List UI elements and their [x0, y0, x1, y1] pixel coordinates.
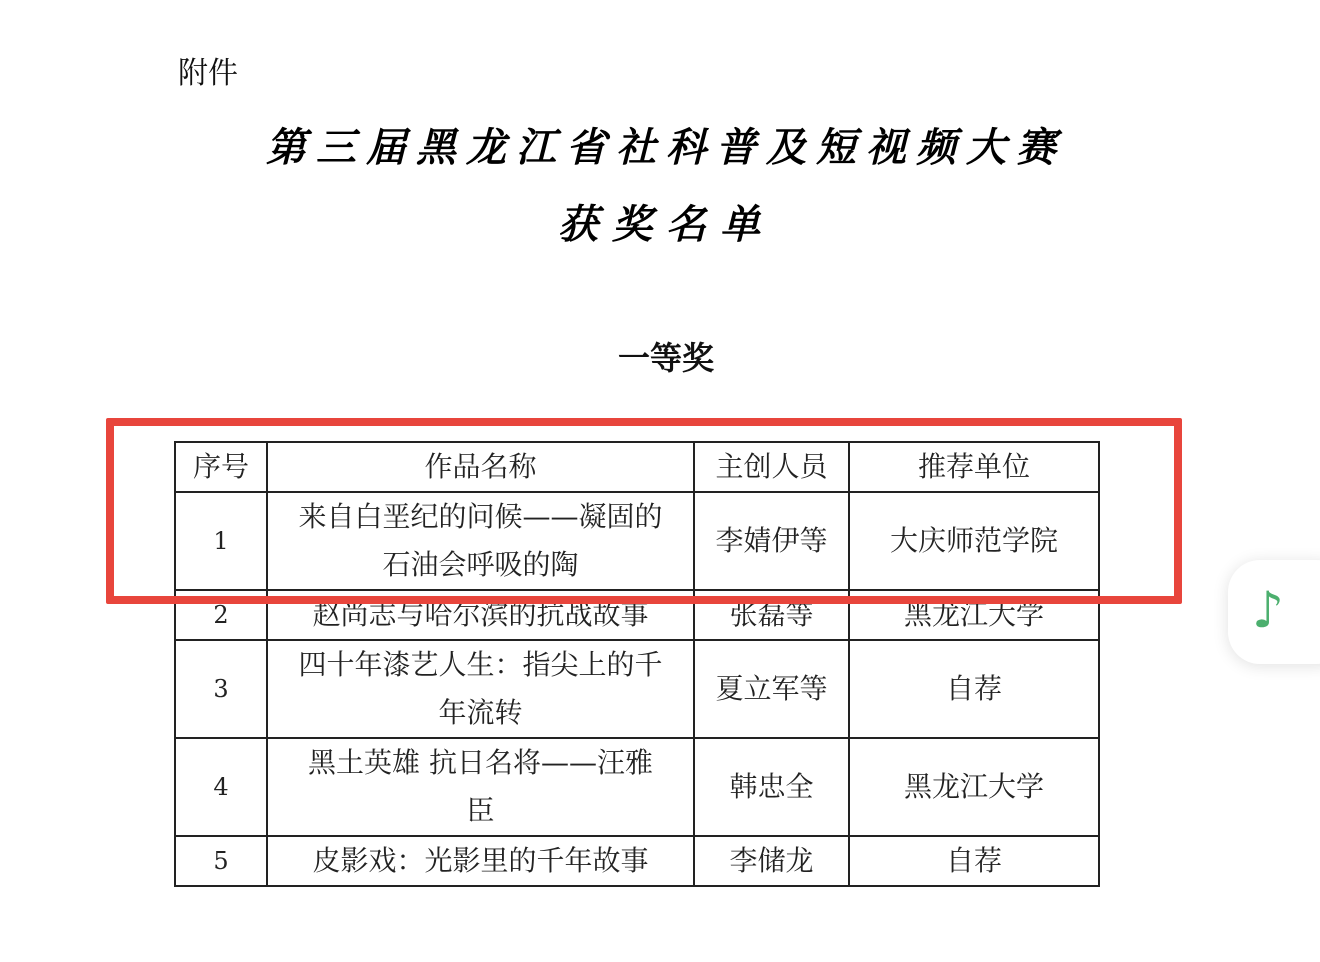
row-title-line: 四十年漆艺人生：指尖上的千 [298, 648, 663, 681]
document-subtitle: 获奖名单 [558, 201, 774, 248]
row-unit: 黑龙江大学 [849, 738, 1099, 836]
row-index: 1 [175, 492, 267, 590]
row-creator: 李婧伊等 [694, 492, 849, 590]
music-button[interactable] [1228, 560, 1320, 664]
attachment-label: 附件 [178, 56, 238, 91]
document-title: 第三届黑龙江省社科普及短视频大赛 [266, 124, 1066, 171]
row-index: 3 [175, 640, 267, 738]
row-index: 5 [175, 836, 267, 886]
table-row [175, 738, 1099, 836]
header-index: 序号 [175, 442, 267, 492]
table-row [175, 492, 1099, 590]
header-title: 作品名称 [267, 442, 694, 492]
row-creator: 李储龙 [694, 836, 849, 886]
row-unit: 自荐 [849, 640, 1099, 738]
row-title-line: 臣 [466, 794, 495, 827]
row-unit: 大庆师范学院 [849, 492, 1099, 590]
awards-table [174, 441, 1100, 887]
table-row [175, 640, 1099, 738]
row-unit: 自荐 [849, 836, 1099, 886]
table-row [175, 836, 1099, 886]
row-creator: 张磊等 [694, 590, 849, 640]
row-title: 赵尚志与哈尔滨的抗战故事 [267, 590, 694, 640]
row-title-line: 年流转 [438, 696, 523, 729]
row-title: 皮影戏：光影里的千年故事 [267, 836, 694, 886]
row-title-line: 黑土英雄 抗日名将——汪雅 [308, 746, 653, 779]
row-title-line: 来自白垩纪的问候——凝固的 [298, 500, 663, 533]
row-index: 2 [175, 590, 267, 640]
row-creator: 夏立军等 [694, 640, 849, 738]
prize-heading: 一等奖 [617, 339, 714, 377]
header-unit: 推荐单位 [849, 442, 1099, 492]
row-title [267, 738, 694, 836]
music-note-icon: ♪ [1252, 581, 1284, 639]
table-row [175, 590, 1099, 640]
table-header-row [175, 442, 1099, 492]
header-creator: 主创人员 [694, 442, 849, 492]
row-title [267, 640, 694, 738]
row-unit: 黑龙江大学 [849, 590, 1099, 640]
row-title-line: 石油会呼吸的陶 [382, 548, 579, 581]
row-creator: 韩忠全 [694, 738, 849, 836]
row-index: 4 [175, 738, 267, 836]
row-title [267, 492, 694, 590]
